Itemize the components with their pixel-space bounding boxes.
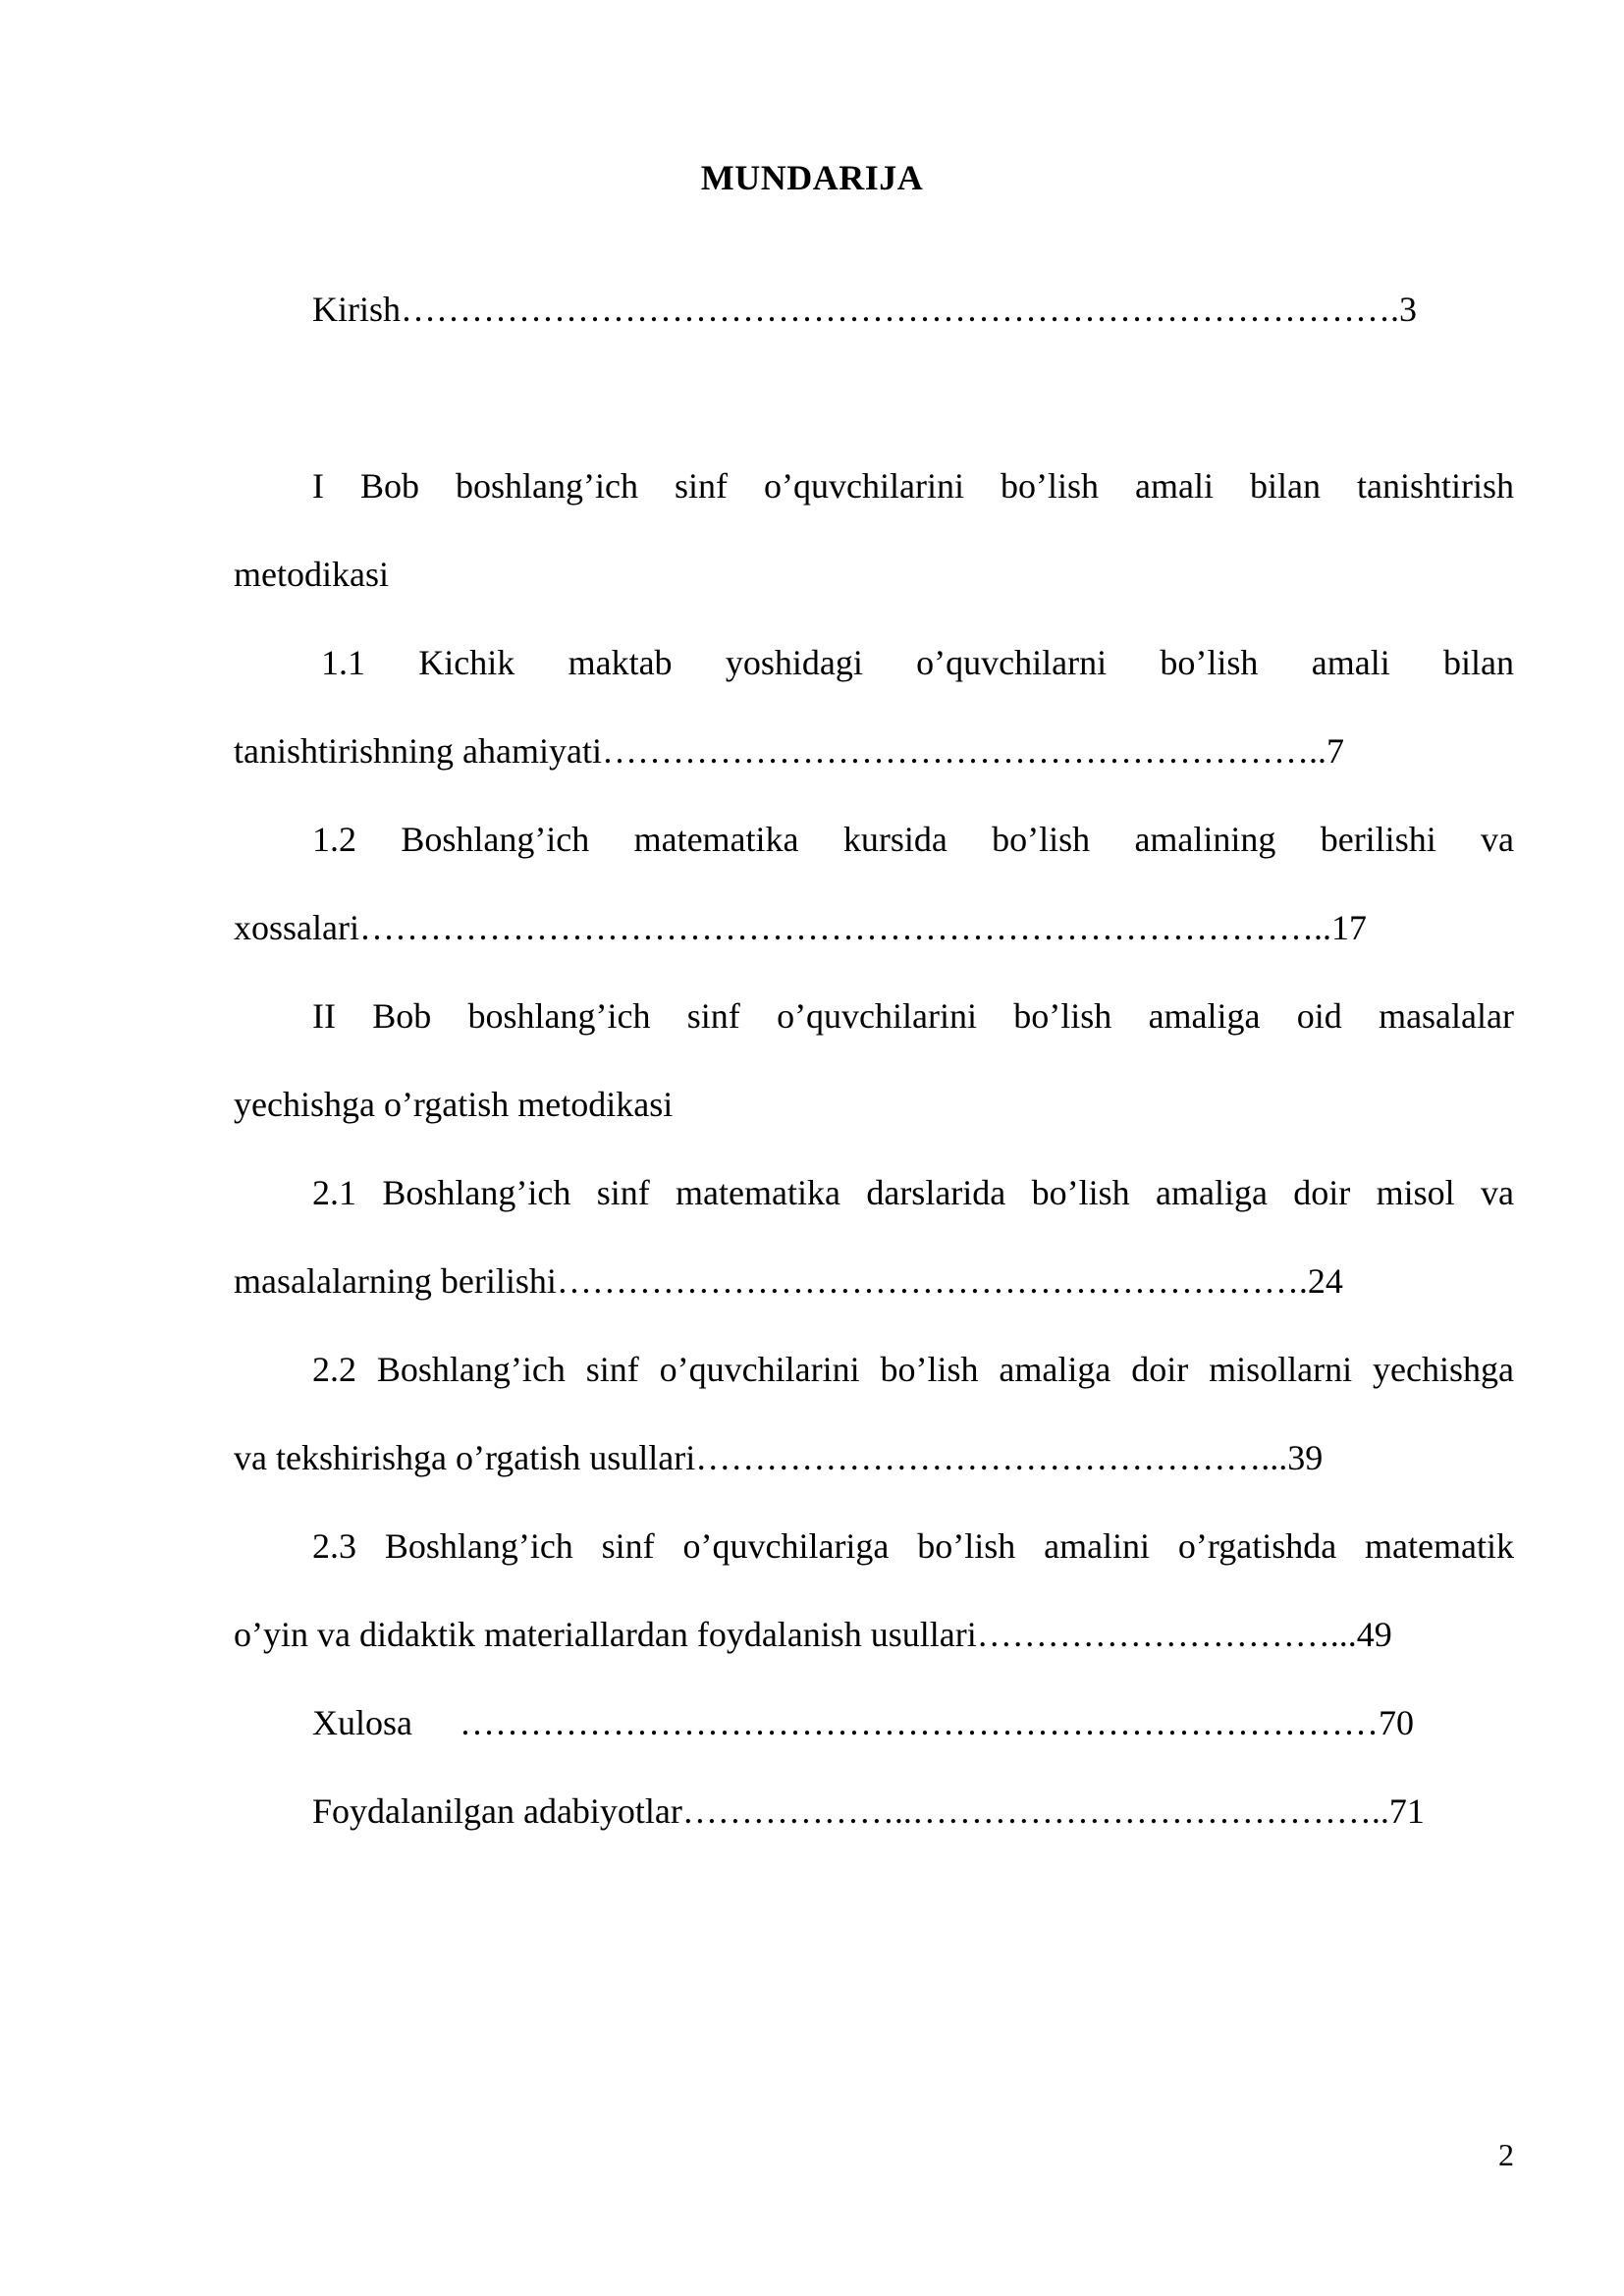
toc-entry-kirish: Kirish………………………………………………………………………….3 — [312, 290, 1417, 329]
toc-entry-chapter-1-line-2: metodikasi — [234, 555, 389, 594]
toc-entry-section-1-2-line-2: xossalari………………………………………………………………………..17 — [234, 908, 1367, 947]
toc-entry-section-2-3-line-1: 2.3 Boshlang’ich sinf o’quvchilariga bo’lish amalini o’rgatishda matematik — [312, 1526, 1514, 1566]
toc-entry-xulosa-label: Xulosa — [312, 1703, 412, 1742]
toc-entry-section-2-1-line-2: masalalarning berilishi……………………………………………………….24 — [234, 1261, 1343, 1301]
toc-entry-section-1-1-line-2: tanishtirishning ahamiyati……………………………………………………..7 — [234, 731, 1344, 771]
toc-entry-section-1-1-line-1: 1.1 Kichik maktab yoshidagi o’quvchilarni bo’lish amali bilan — [321, 643, 1514, 682]
page-title: MUNDARIJA — [700, 158, 924, 197]
toc-entry-section-1-2-line-1: 1.2 Boshlang’ich matematika kursida bo’lish amalining berilishi va — [312, 820, 1514, 859]
toc-entry-adabiyotlar: Foydalanilgan adabiyotlar………………..…………………………………..71 — [312, 1791, 1425, 1831]
toc-entry-xulosa-leader: ……………………………………………………………………70 — [460, 1703, 1414, 1742]
toc-entry-section-2-3-line-2: o’yin va didaktik materiallardan foydalanish usullari…………………………...49 — [234, 1615, 1392, 1654]
toc-entry-xulosa — [234, 1696, 1514, 1749]
toc-entry-section-2-2-line-1: 2.2 Boshlang’ich sinf o’quvchilarini bo’lish amaliga doir misollarni yechishga — [312, 1350, 1514, 1389]
toc-entry-section-2-1-line-1: 2.1 Boshlang’ich sinf matematika darslarida bo’lish amaliga doir misol va — [312, 1173, 1514, 1212]
page-number: 2 — [1498, 2137, 1514, 2172]
toc-entry-chapter-2-line-1: II Bob boshlang’ich sinf o’quvchilarini bo’lish amaliga oid masalalar — [312, 996, 1514, 1036]
toc-entry-chapter-2-line-2: yechishga o’rgatish metodikasi — [234, 1085, 674, 1124]
toc-entry-section-2-2-line-2: va tekshirishga o’rgatish usullari…………………………………………...39 — [234, 1438, 1324, 1477]
toc-entry-chapter-1-line-1: I Bob boshlang’ich sinf o’quvchilarini bo’lish amali bilan tanishtirish — [312, 466, 1514, 506]
